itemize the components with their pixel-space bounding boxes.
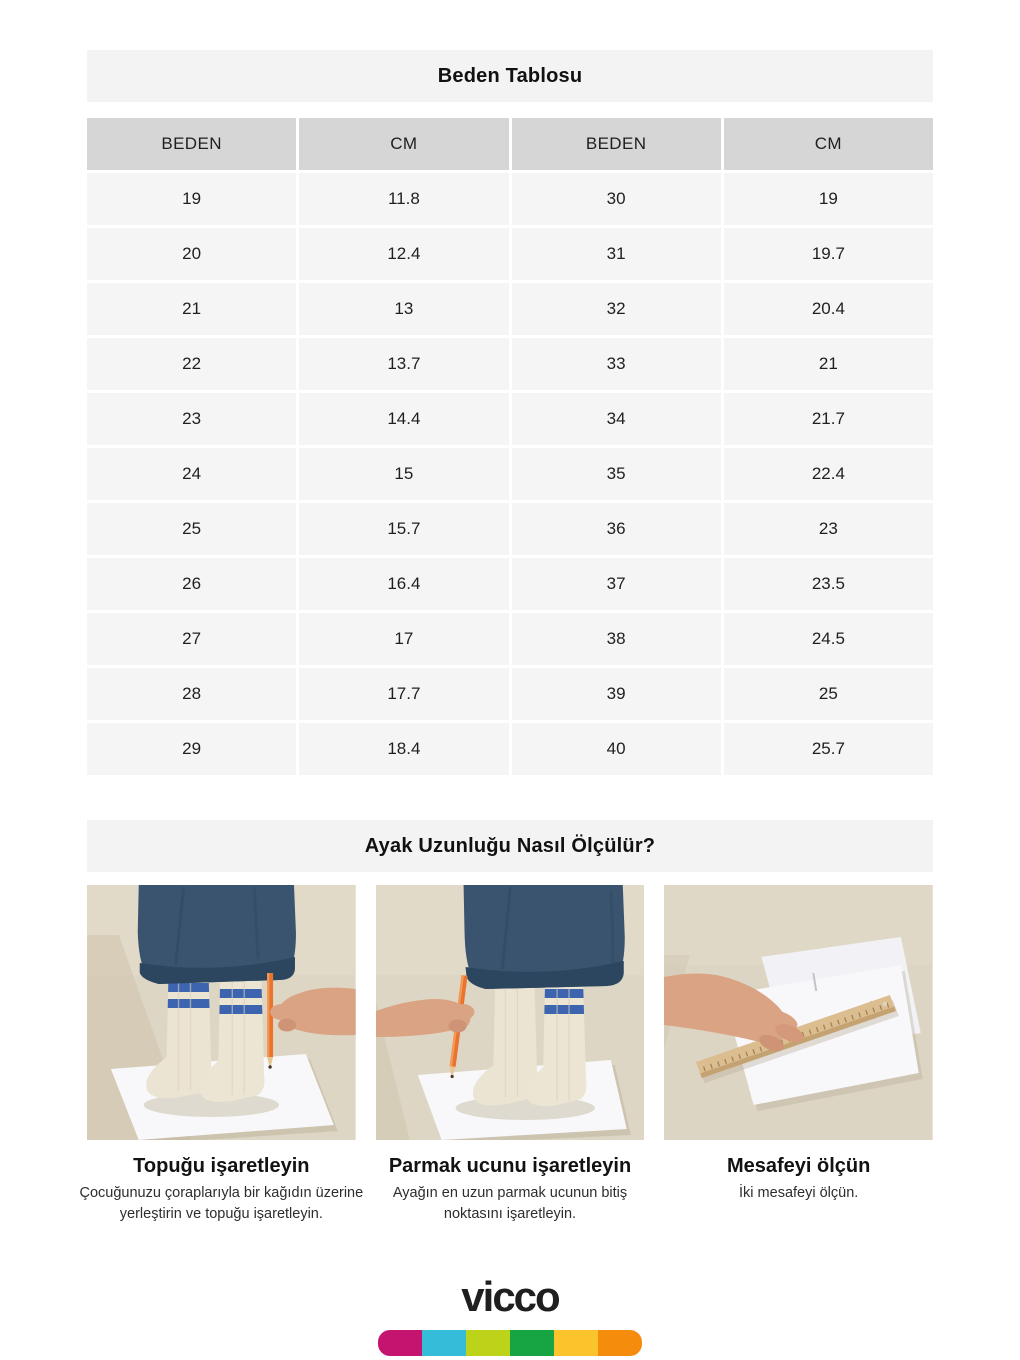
size-table-header-cell: BEDEN xyxy=(512,118,721,170)
size-table-cell: 24.5 xyxy=(724,613,933,665)
step-mark-heel xyxy=(79,885,364,1224)
size-table-cell: 40 xyxy=(512,723,721,775)
size-table-cell: 15.7 xyxy=(299,503,508,555)
step-description: Çocuğunuzu çoraplarıyla bir kağıdın üzerine yerleştirin ve topuğu işaretleyin. xyxy=(79,1185,364,1222)
size-table-cell: 21 xyxy=(87,283,296,335)
size-table-cell: 25.7 xyxy=(724,723,933,775)
size-table-row xyxy=(87,448,933,500)
size-table xyxy=(87,118,933,775)
size-table-cell: 35 xyxy=(512,448,721,500)
size-table-cell: 33 xyxy=(512,338,721,390)
brand-color-bar xyxy=(378,1330,642,1356)
pencil xyxy=(267,973,273,1069)
size-table-row xyxy=(87,393,933,445)
size-table-cell: 25 xyxy=(87,503,296,555)
footer xyxy=(87,1273,933,1356)
size-table-cell: 31 xyxy=(512,228,721,280)
size-table-cell: 17.7 xyxy=(299,668,508,720)
size-table-cell: 14.4 xyxy=(299,393,508,445)
size-table-cell: 19 xyxy=(724,173,933,225)
size-table-cell: 30 xyxy=(512,173,721,225)
size-table-section xyxy=(87,50,933,775)
size-table-row xyxy=(87,558,933,610)
measure-section-title: Ayak Uzunluğu Nasıl Ölçülür? xyxy=(87,820,933,872)
size-table-cell: 13.7 xyxy=(299,338,508,390)
size-table-cell: 23 xyxy=(87,393,296,445)
jeans xyxy=(138,885,296,984)
size-table-row xyxy=(87,173,933,225)
size-table-cell: 11.8 xyxy=(299,173,508,225)
size-table-cell: 19 xyxy=(87,173,296,225)
size-table-cell: 12.4 xyxy=(299,228,508,280)
size-table-cell: 36 xyxy=(512,503,721,555)
size-table-row xyxy=(87,613,933,665)
brand-bar-segment xyxy=(422,1330,466,1356)
size-table-row xyxy=(87,503,933,555)
size-table-cell: 20.4 xyxy=(724,283,933,335)
size-table-cell: 34 xyxy=(512,393,721,445)
size-table-cell: 28 xyxy=(87,668,296,720)
size-table-cell: 22.4 xyxy=(724,448,933,500)
photo-mark-heel xyxy=(87,885,356,1140)
size-table-cell: 39 xyxy=(512,668,721,720)
size-table-header-cell: CM xyxy=(724,118,933,170)
step-title: Topuğu işaretleyin xyxy=(133,1155,310,1177)
size-table-cell: 17 xyxy=(299,613,508,665)
brand-bar-segment xyxy=(554,1330,598,1356)
measure-steps xyxy=(79,885,933,1224)
size-table-cell: 37 xyxy=(512,558,721,610)
step-description: İki mesafeyi ölçün. xyxy=(739,1185,859,1201)
size-table-title: Beden Tablosu xyxy=(87,50,933,102)
size-table-cell: 25 xyxy=(724,668,933,720)
size-table-cell: 29 xyxy=(87,723,296,775)
size-table-cell: 23 xyxy=(724,503,933,555)
size-table-cell: 38 xyxy=(512,613,721,665)
size-table-cell: 26 xyxy=(87,558,296,610)
jeans xyxy=(463,885,624,989)
size-table-row xyxy=(87,283,933,335)
vicco-logo: vicco xyxy=(461,1273,559,1321)
brand-bar-segment xyxy=(510,1330,554,1356)
photo-mark-toe xyxy=(376,885,645,1140)
measure-section xyxy=(79,820,933,1224)
size-table-cell: 13 xyxy=(299,283,508,335)
size-guide-page xyxy=(79,0,933,1356)
step-mark-toe xyxy=(376,885,645,1224)
size-table-cell: 22 xyxy=(87,338,296,390)
size-table-header-cell: BEDEN xyxy=(87,118,296,170)
size-table-header-row xyxy=(87,118,933,170)
brand-bar-segment xyxy=(378,1330,422,1356)
size-table-row xyxy=(87,338,933,390)
size-table-cell: 16.4 xyxy=(299,558,508,610)
size-table-row xyxy=(87,723,933,775)
size-table-cell: 18.4 xyxy=(299,723,508,775)
brand-bar-segment xyxy=(598,1330,642,1356)
size-table-cell: 20 xyxy=(87,228,296,280)
size-table-header-cell: CM xyxy=(299,118,508,170)
photo-measure-ruler xyxy=(664,885,933,1140)
size-table-cell: 32 xyxy=(512,283,721,335)
size-table-cell: 24 xyxy=(87,448,296,500)
size-table-cell: 21 xyxy=(724,338,933,390)
step-title: Parmak ucunu işaretleyin xyxy=(388,1155,632,1177)
size-table-cell: 27 xyxy=(87,613,296,665)
brand-bar-segment xyxy=(466,1330,510,1356)
size-table-cell: 19.7 xyxy=(724,228,933,280)
size-table-row xyxy=(87,668,933,720)
size-table-cell: 23.5 xyxy=(724,558,933,610)
step-measure-distance xyxy=(664,885,933,1224)
size-table-cell: 21.7 xyxy=(724,393,933,445)
size-table-row xyxy=(87,228,933,280)
step-title: Mesafeyi ölçün xyxy=(726,1155,871,1177)
size-table-cell: 15 xyxy=(299,448,508,500)
step-description: Ayağın en uzun parmak ucunun bitiş noktasını işaretleyin. xyxy=(392,1185,628,1222)
